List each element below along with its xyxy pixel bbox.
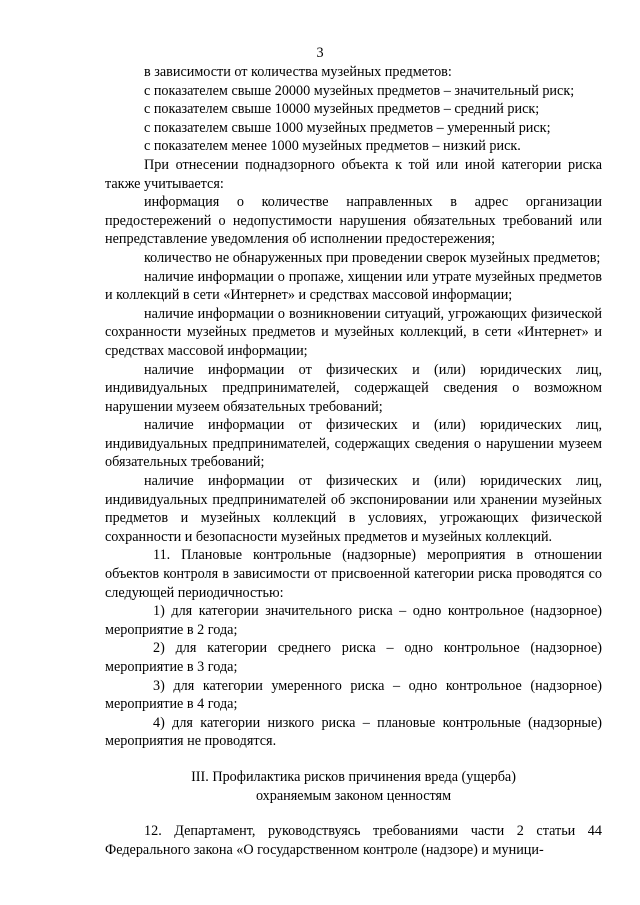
paragraph: в зависимости от количества музейных предметов: [144, 64, 452, 80]
list-item: наличие информации от физических и (или) юридических лиц, индивидуальных предпринимателей об экспонировании или хранении музейных предметов и музейных коллекций в условиях, угрожающих физической сохранности и безопасности музейных предметов и музейных коллекций. [105, 473, 602, 545]
list-item: наличие информации от физических и (или) юридических лиц, индивидуальных предпринимателей, содержащей сведения о возможном нарушении музеем обязательных требований; [105, 361, 602, 415]
section-heading-line: III. Профилактика рисков причинения вреда (ущерба) [191, 768, 516, 785]
list-item: наличие информации от физических и (или) юридических лиц, индивидуальных предпринимателей, содержащих сведения о нарушении музеем обязательных требований; [105, 417, 602, 471]
list-item: с показателем менее 1000 музейных предметов – низкий риск. [144, 138, 521, 155]
paragraph: 12. Департамент, руководствуясь требованиями части 2 статьи 44 Федерального закона «О государственном контроле (надзоре) и муници- [105, 823, 602, 858]
section-heading [105, 768, 602, 805]
page-number: 3 [316, 45, 324, 61]
document-body [105, 63, 602, 859]
list-item: наличие информации о возникновении ситуаций, угрожающих физической сохранности музейных предметов и музейных коллекций, в сети «Интернет» и средствах массовой информации; [105, 305, 602, 359]
list-item: с показателем свыше 10000 музейных предметов – средний риск; [144, 101, 540, 118]
list-item: 1) для категории значительного риска – одно контрольное (надзорное) мероприятие в 2 года; [105, 603, 602, 638]
list-item: 3) для категории умеренного риска – одно контрольное (надзорное) мероприятие в 4 года; [105, 677, 602, 713]
list-item: с показателем свыше 20000 музейных предметов – значительный риск; [144, 82, 575, 99]
list-item: количество не обнаруженных при проведении сверок музейных предметов; [144, 249, 601, 266]
list-item: наличие информации о пропаже, хищении или утрате музейных предметов и коллекций в сети «Интернет» и средствах массовой информации; [105, 268, 602, 304]
list-item: информация о количестве направленных в адрес организации предостережений о недопустимости нарушения обязательных требований или непредставление уведомления об исполнении предостережения; [105, 194, 602, 248]
list-item: с показателем свыше 1000 музейных предметов – умеренный риск; [144, 119, 551, 136]
section-heading-line: охраняемым законом ценностям [255, 787, 452, 804]
paragraph: 11. Плановые контрольные (надзорные) мероприятия в отношении объектов контроля в зависимости от присвоенной категории риска проводятся со следующей периодичностью: [105, 547, 602, 601]
list-item: 4) для категории низкого риска – плановые контрольные (надзорные) мероприятия не проводятся. [105, 714, 602, 750]
list-item: 2) для категории среднего риска – одно контрольное (надзорное) мероприятие в 3 года; [105, 640, 602, 675]
paragraph: При отнесении поднадзорного объекта к той или иной категории риска также учитывается: [105, 156, 602, 192]
